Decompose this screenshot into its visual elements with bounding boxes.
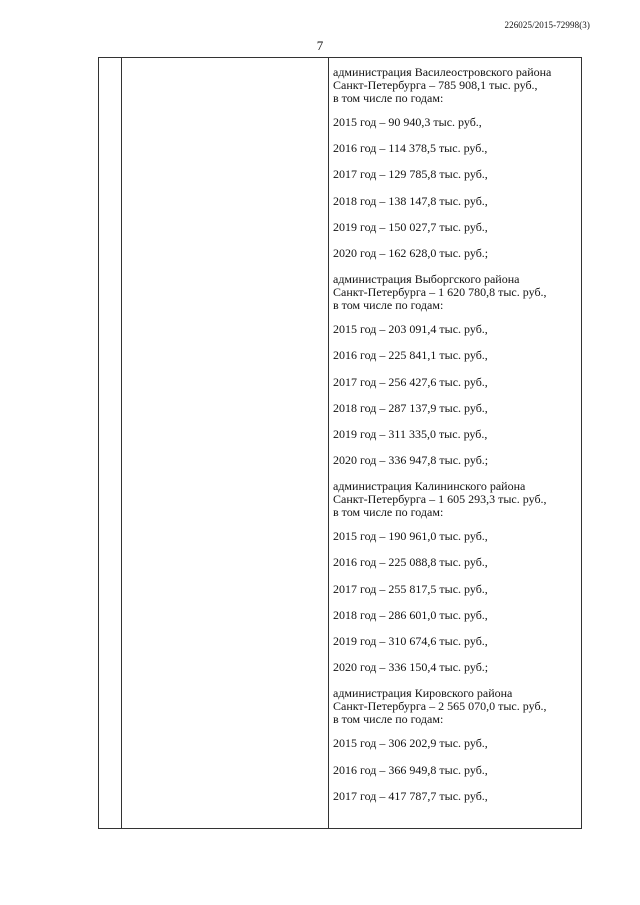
- district-heading-line: Санкт-Петербурга – 1 620 780,8 тыс. руб.,: [333, 285, 547, 300]
- page-number: 7: [316, 38, 324, 53]
- district-heading-line: администрация Василеостровского района: [333, 65, 552, 79]
- year-amount-line: 2016 год – 225 841,1 тыс. руб.,: [333, 348, 488, 363]
- budget-table: [98, 57, 582, 829]
- district-heading-line: Санкт-Петербурга – 1 605 293,3 тыс. руб.,: [333, 492, 547, 507]
- year-amount-line: 2016 год – 366 949,8 тыс. руб.,: [333, 762, 488, 777]
- document-id: 226025/2015-72998(3): [504, 20, 590, 30]
- district-heading-line: в том числе по годам:: [333, 298, 444, 313]
- year-amount-line: 2015 год – 190 961,0 тыс. руб.,: [333, 529, 488, 544]
- year-amount-line: 2017 год – 129 785,8 тыс. руб.,: [333, 167, 488, 182]
- year-amount-line: 2018 год – 286 601,0 тыс. руб.,: [333, 607, 488, 622]
- year-amount-line: 2019 год – 150 027,7 тыс. руб.,: [333, 219, 488, 234]
- district-heading-line: Санкт-Петербурга – 785 908,1 тыс. руб.,: [333, 78, 538, 92]
- year-amount-line: 2015 год – 90 940,3 тыс. руб.,: [333, 115, 482, 129]
- year-amount-line: 2017 год – 417 787,7 тыс. руб.,: [333, 788, 488, 803]
- year-amount-line: 2016 год – 225 088,8 тыс. руб.,: [333, 555, 488, 570]
- district-heading-line: администрация Кировского района: [333, 686, 513, 701]
- year-amount-line: 2015 год – 306 202,9 тыс. руб.,: [333, 736, 488, 751]
- year-amount-line: 2020 год – 162 628,0 тыс. руб.;: [333, 245, 489, 260]
- year-amount-line: 2019 год – 311 335,0 тыс. руб.,: [333, 426, 488, 441]
- year-amount-line: 2020 год – 336 150,4 тыс. руб.;: [333, 660, 489, 675]
- year-amount-line: 2018 год – 287 137,9 тыс. руб.,: [333, 400, 488, 415]
- district-heading-line: администрация Калининского района: [333, 479, 526, 494]
- year-amount-line: 2017 год – 255 817,5 тыс. руб.,: [333, 581, 488, 596]
- year-amount-line: 2016 год – 114 378,5 тыс. руб.,: [333, 141, 488, 156]
- year-amount-line: 2017 год – 256 427,6 тыс. руб.,: [333, 374, 488, 389]
- funding-cell: [329, 58, 581, 828]
- year-amount-line: 2019 год – 310 674,6 тыс. руб.,: [333, 634, 488, 648]
- year-amount-line: 2015 год – 203 091,4 тыс. руб.,: [333, 322, 488, 337]
- year-amount-line: 2020 год – 336 947,8 тыс. руб.;: [333, 453, 489, 468]
- district-heading-line: администрация Выборгского района: [333, 272, 520, 287]
- district-heading-line: в том числе по годам:: [333, 712, 444, 727]
- year-amount-line: 2018 год – 138 147,8 тыс. руб.,: [333, 193, 488, 208]
- district-heading-line: Санкт-Петербурга – 2 565 070,0 тыс. руб.,: [333, 699, 547, 714]
- column-divider: [121, 58, 122, 828]
- district-heading-line: в том числе по годам:: [333, 91, 444, 105]
- district-heading-line: в том числе по годам:: [333, 505, 444, 520]
